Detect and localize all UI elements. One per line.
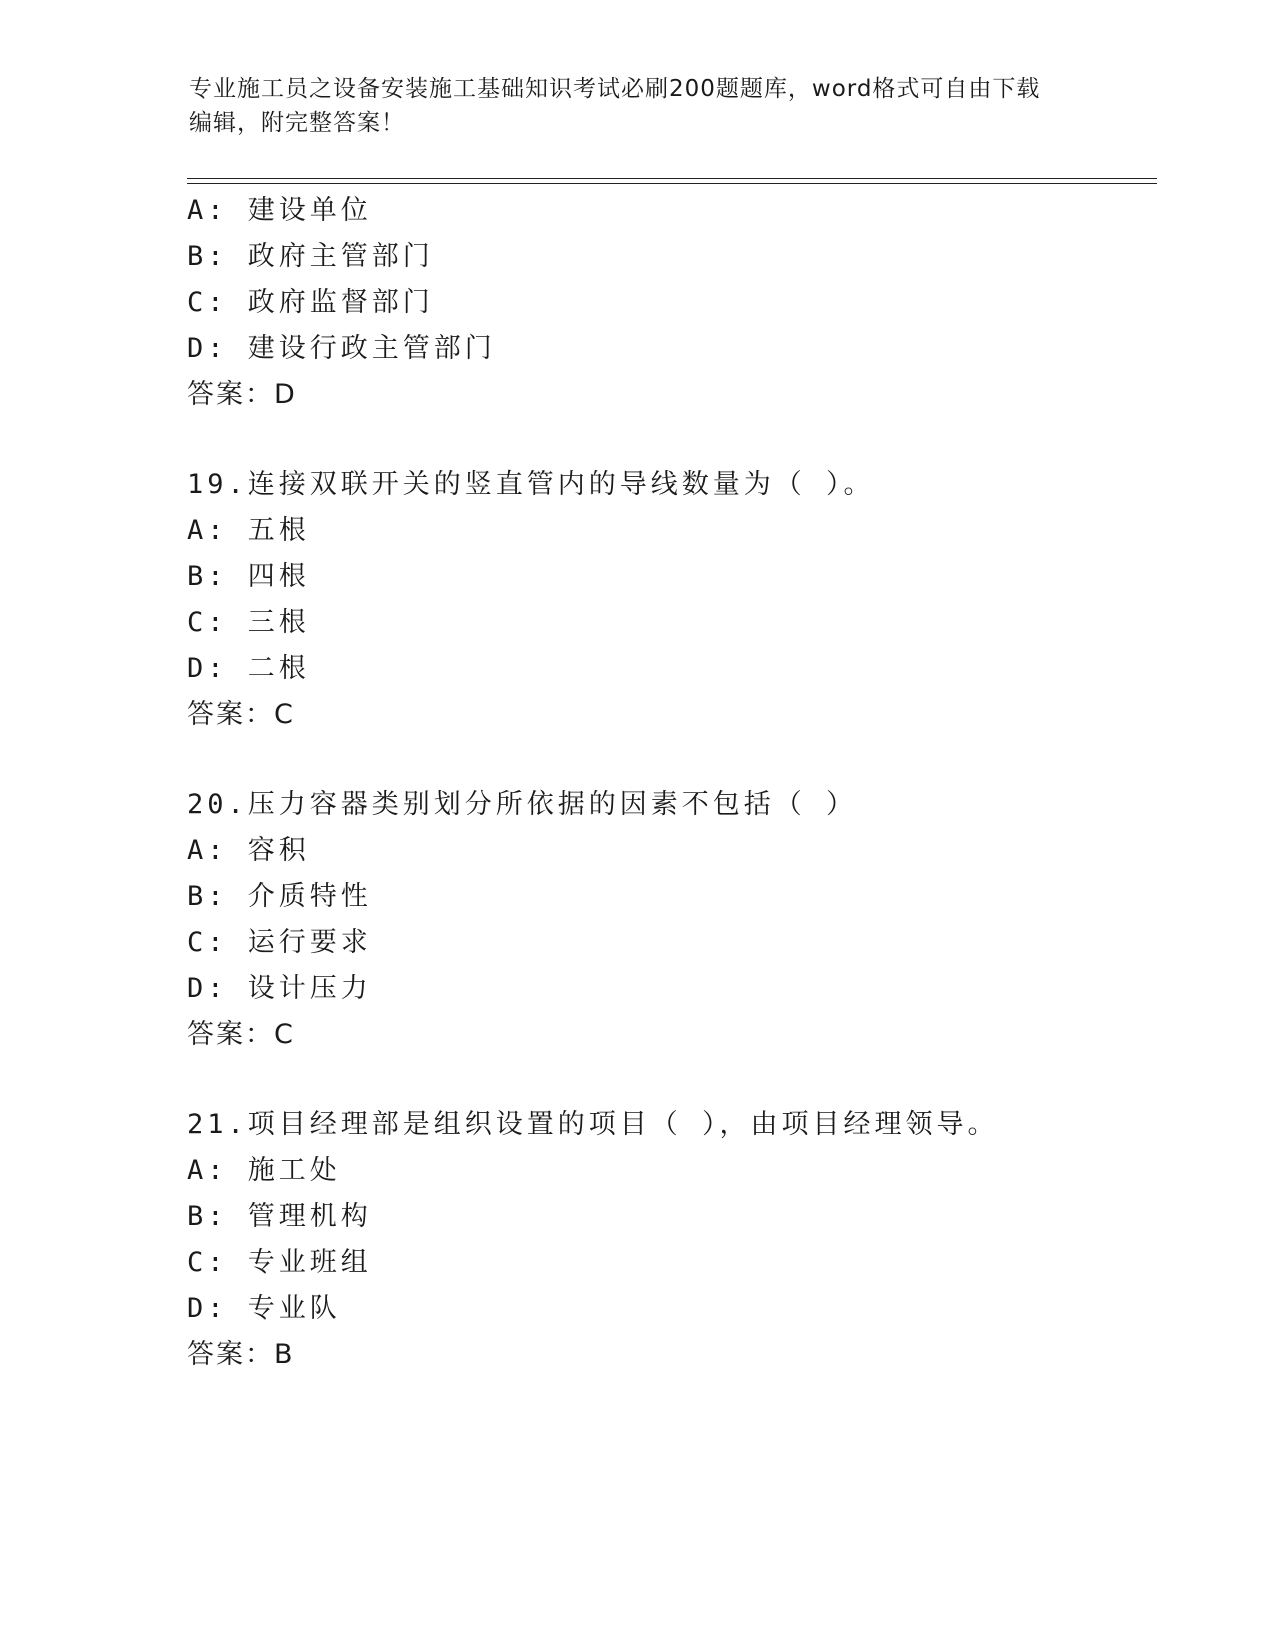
option-b: B: 管理机构 — [187, 1201, 372, 1232]
answer: 答案：D — [187, 379, 297, 410]
question-21 — [187, 1102, 1147, 1378]
question-19 — [187, 462, 1147, 738]
header-divider-bottom — [187, 183, 1157, 184]
question-18 — [187, 188, 1147, 418]
question-stem: 19.连接双联开关的竖直管内的导线数量为（ ）。 — [187, 469, 875, 500]
option-b: B: 政府主管部门 — [187, 241, 434, 272]
option-c: C: 政府监督部门 — [187, 287, 434, 318]
answer: 答案：C — [187, 1019, 295, 1050]
document-header — [189, 72, 1089, 140]
header-line-2: 编辑，附完整答案！ — [189, 110, 405, 136]
answer: 答案：C — [187, 699, 295, 730]
option-c: C: 三根 — [187, 607, 310, 638]
option-a: A: 施工处 — [187, 1155, 341, 1186]
option-b: B: 四根 — [187, 561, 310, 592]
option-d: D: 专业队 — [187, 1293, 341, 1324]
option-b: B: 介质特性 — [187, 881, 372, 912]
option-a: A: 建设单位 — [187, 195, 372, 226]
question-stem: 20.压力容器类别划分所依据的因素不包括（ ） — [187, 789, 858, 820]
option-d: D: 二根 — [187, 653, 310, 684]
header-line-1: 专业施工员之设备安装施工基础知识考试必刷200题题库，word格式可自由下载 — [189, 76, 1041, 102]
option-d: D: 设计压力 — [187, 973, 372, 1004]
header-divider-top — [187, 178, 1157, 179]
question-stem: 21.项目经理部是组织设置的项目（ ），由项目经理领导。 — [187, 1109, 999, 1140]
question-20 — [187, 782, 1147, 1058]
option-d: D: 建设行政主管部门 — [187, 333, 496, 364]
answer: 答案：B — [187, 1339, 295, 1370]
question-list — [187, 188, 1147, 1378]
option-a: A: 容积 — [187, 835, 310, 866]
option-c: C: 专业班组 — [187, 1247, 372, 1278]
option-a: A: 五根 — [187, 515, 310, 546]
option-c: C: 运行要求 — [187, 927, 372, 958]
